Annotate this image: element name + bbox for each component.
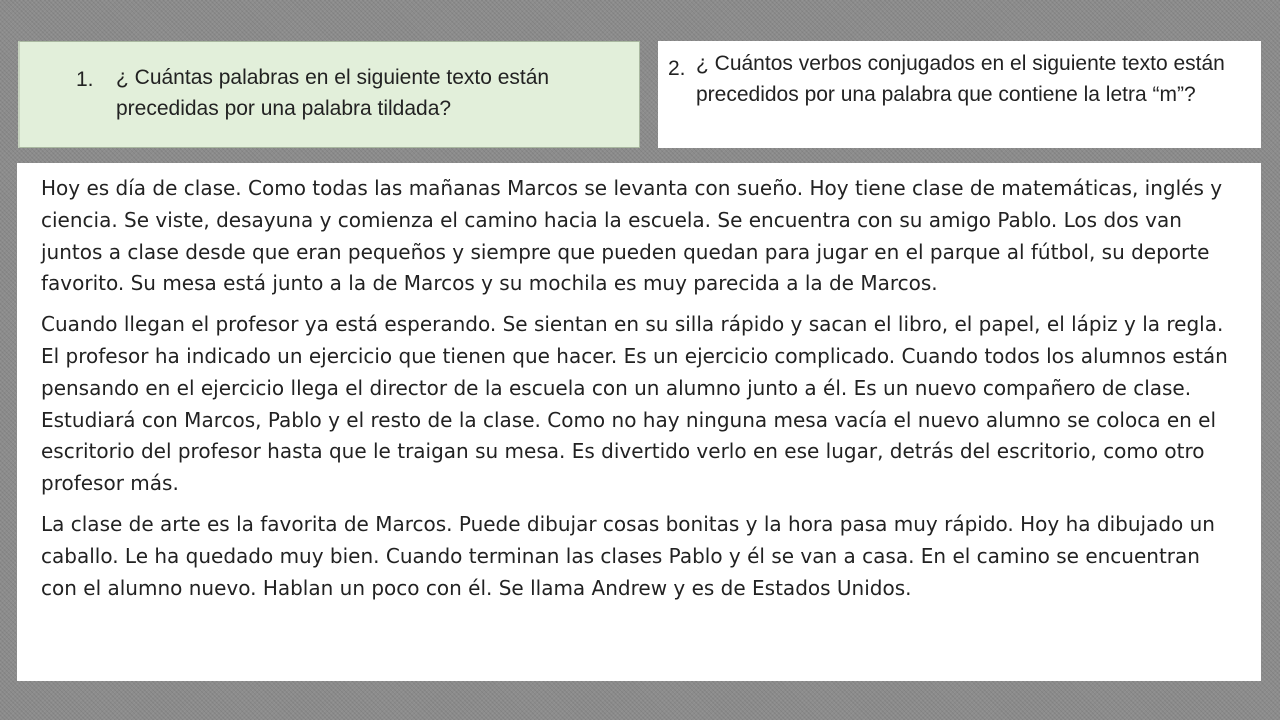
question-1-text: ¿ Cuántas palabras en el siguiente texto están precedidas por una palabra tildada? <box>116 66 550 120</box>
passage-paragraph-3: La clase de arte es la favorita de Marcos. Puede dibujar cosas bonitas y la hora pasa muy rápido. Hoy ha dibujado un caballo. Le ha quedado muy bien. Cuando terminan las clases Pablo y él se van a casa. En el camino se encuentran con el alumno nuevo. Hablan un poco con él. Se llama Andrew y es de Estados Unidos. <box>41 511 1215 600</box>
question-1-box <box>18 41 640 148</box>
passage-paragraph-1: Hoy es día de clase. Como todas las mañanas Marcos se levanta con sueño. Hoy tiene clase de matemáticas, inglés y ciencia. Se viste, desayuna y comienza el camino hacia la escuela. Se encuentra con su amigo Pablo. Los dos van juntos a clase desde que eran pequeños y siempre que pueden quedan para jugar en el parque al fútbol, su deporte favorito. Su mesa está junto a la de Marcos y su mochila es muy parecida a la de Marcos. <box>41 176 1223 296</box>
question-2-text: ¿ Cuántos verbos conjugados en el siguiente texto están precedidos por una palabra que contiene la letra “m”? <box>696 52 1225 106</box>
reading-passage <box>17 163 1261 681</box>
passage-paragraph-2: Cuando llegan el profesor ya está esperando. Se sientan en su silla rápido y sacan el libro, el papel, el lápiz y la regla. El profesor ha indicado un ejercicio que tienen que hacer. Es un ejercicio complicado. Cuando todos los alumnos están pensando en el ejercicio llega el director de la escuela con un alumno junto a él. Es un nuevo compañero de clase. Estudiará con Marcos, Pablo y el resto de la clase. Como no hay ninguna mesa vacía el nuevo alumno se coloca en el escritorio del profesor hasta que le traigan su mesa. Es divertido verlo en ese lugar, detrás del escritorio, como otro profesor más. <box>41 312 1228 496</box>
question-1-number: 1. <box>76 68 94 91</box>
question-2-number: 2. <box>668 57 686 80</box>
question-2-box <box>658 41 1261 148</box>
